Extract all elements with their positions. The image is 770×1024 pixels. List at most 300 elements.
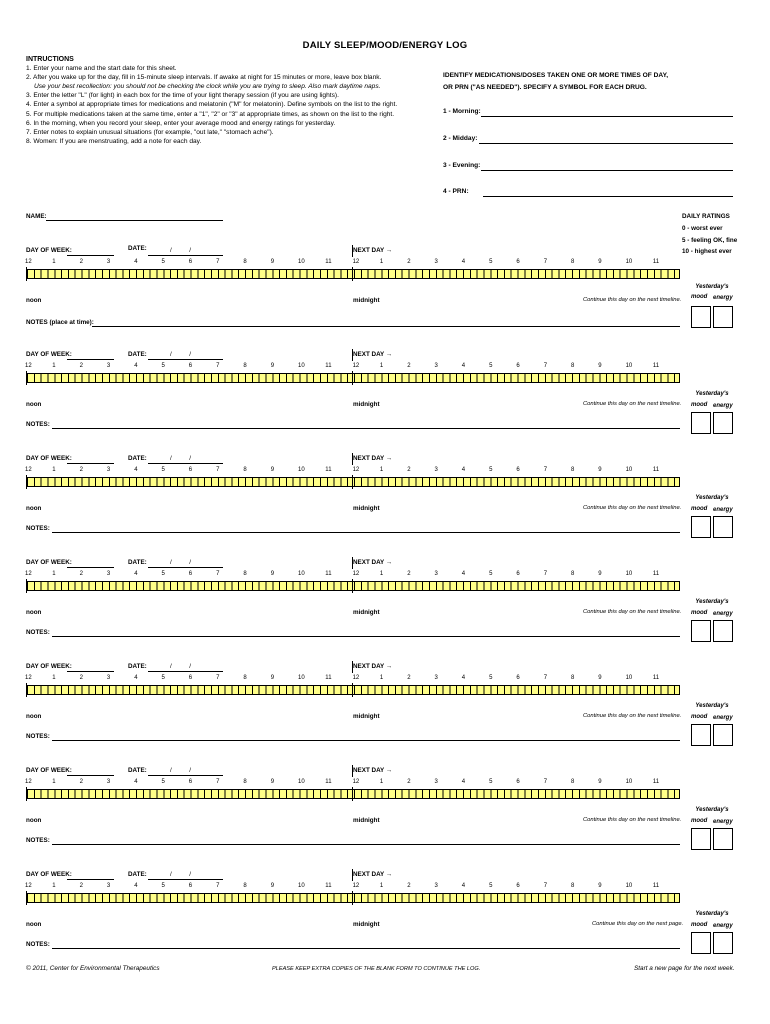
hour-tick-label: 8: [571, 363, 575, 369]
hour-tick-label: 3: [106, 883, 111, 889]
hour-tick-label: 7: [543, 363, 548, 369]
hour-tick-label: 10: [298, 259, 305, 265]
footer-note: PLEASE KEEP EXTRA COPIES OF THE BLANK FORM TO CONTINUE THE LOG.: [272, 966, 481, 972]
hour-tick-label: 3: [106, 779, 111, 785]
hour-tick-label: 10: [298, 883, 305, 889]
notes-label: NOTES:: [26, 421, 50, 428]
midnight-label: midnight: [353, 609, 380, 616]
hour-tick-label: 6: [516, 467, 520, 473]
hour-tick-label: 5: [489, 675, 493, 681]
mood-rating-box[interactable]: [691, 724, 711, 746]
date-field[interactable]: [148, 359, 223, 360]
hour-ticks: [0, 467, 700, 475]
day-of-week-field[interactable]: [67, 567, 114, 568]
hour-tick-label: 10: [625, 571, 633, 577]
hour-tick-label: 3: [434, 259, 438, 265]
continue-note: Continue this day on the next timeline.: [583, 297, 682, 303]
timeline-midnight-marker: [352, 891, 353, 905]
hour-tick-label: 6: [188, 571, 193, 577]
hour-tick-label: 8: [571, 779, 575, 785]
hour-tick-label: 3: [434, 883, 438, 889]
hour-tick-label: 2: [79, 259, 83, 265]
date-field[interactable]: [148, 775, 223, 776]
hour-tick-label: 4: [134, 363, 138, 369]
hour-tick-label: 8: [243, 675, 247, 681]
hour-tick-label: 4: [461, 779, 466, 785]
next-day-label: NEXT DAY →: [353, 663, 393, 670]
hour-tick-label: 9: [598, 883, 602, 889]
hour-tick-label: 1: [52, 467, 56, 473]
yesterdays-label: Yesterday's: [695, 391, 729, 397]
med-field-midday[interactable]: [479, 143, 733, 144]
day-block: [0, 453, 770, 557]
hour-tick-label: 12: [25, 779, 32, 785]
hour-tick-label: 6: [188, 363, 193, 369]
hour-tick-label: 3: [434, 571, 438, 577]
day-of-week-label: DAY OF WEEK:: [26, 663, 72, 670]
mood-rating-box[interactable]: [691, 932, 711, 954]
day-of-week-field[interactable]: [67, 879, 114, 880]
day-of-week-field[interactable]: [67, 775, 114, 776]
next-day-label: NEXT DAY →: [353, 247, 393, 254]
instructions: [26, 55, 421, 146]
hour-tick-label: 9: [598, 467, 602, 473]
hour-tick-label: 7: [216, 571, 220, 577]
next-day-label: NEXT DAY →: [353, 455, 393, 462]
date-field[interactable]: [148, 879, 223, 880]
hour-tick-label: 3: [106, 571, 111, 577]
notes-field[interactable]: [52, 740, 680, 741]
hour-tick-label: 6: [188, 675, 193, 681]
hour-tick-label: 3: [434, 363, 438, 369]
noon-label: noon: [26, 609, 42, 616]
daily-ratings-line: 0 - worst ever: [682, 224, 723, 232]
continue-note: Continue this day on the next timeline.: [583, 505, 682, 511]
hour-tick-label: 10: [625, 675, 633, 681]
midnight-label: midnight: [353, 817, 380, 824]
hour-tick-label: 6: [516, 363, 520, 369]
hour-tick-label: 9: [598, 571, 602, 577]
hour-tick-label: 3: [106, 363, 111, 369]
day-block: [0, 557, 770, 661]
date-label: DATE:: [128, 559, 147, 566]
hour-ticks: [0, 259, 700, 267]
continue-note: Continue this day on the next timeline.: [583, 817, 682, 823]
notes-field[interactable]: [52, 844, 680, 845]
day-of-week-label: DAY OF WEEK:: [26, 247, 72, 254]
noon-label: noon: [26, 297, 42, 304]
notes-label: NOTES:: [26, 837, 50, 844]
hour-tick-label: 6: [188, 259, 193, 265]
continue-note: Continue this day on the next timeline.: [583, 401, 682, 407]
midnight-label: midnight: [353, 401, 380, 408]
energy-label: energy: [713, 295, 733, 301]
day-of-week-label: DAY OF WEEK:: [26, 455, 72, 462]
date-label: DATE:: [128, 767, 147, 774]
hour-tick-label: 11: [652, 883, 660, 889]
date-field[interactable]: [148, 255, 223, 256]
hour-tick-label: 6: [188, 883, 193, 889]
hour-tick-label: 9: [270, 467, 275, 473]
hour-tick-label: 1: [379, 259, 384, 265]
date-separators: / /: [170, 559, 191, 566]
date-separators: / /: [170, 871, 191, 878]
divider: [352, 661, 353, 673]
hour-tick-label: 12: [25, 259, 32, 265]
hour-tick-label: 9: [598, 779, 602, 785]
hour-tick-label: 11: [652, 779, 660, 785]
sleep-timeline[interactable]: [26, 789, 680, 799]
hour-tick-label: 11: [652, 571, 660, 577]
day-block: [0, 765, 770, 869]
instruction-item: 5. For multiple medications taken at the same time, enter a "1", "2" or "3" at appropriate times, as shown on the list to the right.: [26, 110, 395, 118]
hour-tick-label: 7: [216, 883, 220, 889]
day-block: [0, 245, 770, 349]
hour-tick-label: 3: [434, 467, 438, 473]
daily-ratings-line: 10 - highest ever: [682, 248, 732, 256]
footer-copyright: © 2011, Center for Environmental Therapeutics: [26, 965, 160, 972]
hour-tick-label: 5: [489, 779, 493, 785]
day-block: [0, 349, 770, 453]
hour-tick-label: 8: [571, 675, 575, 681]
hour-tick-label: 10: [625, 883, 633, 889]
sleep-timeline[interactable]: [26, 581, 680, 591]
hour-tick-label: 7: [543, 259, 548, 265]
hour-tick-label: 11: [652, 675, 660, 681]
hour-tick-label: 11: [325, 571, 332, 577]
date-field[interactable]: [148, 463, 223, 464]
mood-rating-box[interactable]: [691, 306, 711, 328]
hour-tick-label: 2: [79, 675, 83, 681]
sleep-timeline[interactable]: [26, 893, 680, 903]
date-field[interactable]: [148, 671, 223, 672]
mood-label: mood: [691, 714, 708, 720]
name-field[interactable]: [46, 220, 223, 221]
hour-tick-label: 9: [270, 259, 275, 265]
hour-tick-label: 4: [461, 883, 466, 889]
hour-tick-label: 7: [543, 779, 548, 785]
hour-tick-label: 5: [161, 675, 165, 681]
hour-tick-label: 4: [134, 259, 138, 265]
divider: [352, 765, 353, 777]
mood-label: mood: [691, 922, 708, 928]
med-field-prn[interactable]: [483, 196, 733, 197]
day-block: [0, 661, 770, 765]
day-of-week-label: DAY OF WEEK:: [26, 351, 72, 358]
energy-label: energy: [713, 715, 733, 721]
mood-label: mood: [691, 402, 708, 408]
hour-tick-label: 10: [625, 467, 633, 473]
hour-tick-label: 1: [379, 675, 384, 681]
hour-tick-label: 12: [352, 675, 360, 681]
continue-note: Continue this day on the next timeline.: [583, 609, 682, 615]
timeline-start-marker: [26, 579, 27, 593]
yesterdays-label: Yesterday's: [695, 495, 729, 501]
sleep-timeline[interactable]: [26, 477, 680, 487]
mood-label: mood: [691, 294, 708, 300]
timeline-midnight-marker: [352, 683, 353, 697]
hour-tick-label: 6: [516, 675, 520, 681]
hour-tick-label: 2: [79, 467, 83, 473]
hour-tick-label: 4: [134, 675, 138, 681]
hour-tick-label: 4: [461, 571, 466, 577]
next-day-label: NEXT DAY →: [353, 559, 393, 566]
hour-tick-label: 1: [52, 571, 56, 577]
date-label: DATE:: [128, 245, 147, 252]
yesterdays-label: Yesterday's: [695, 807, 729, 813]
hour-tick-label: 5: [161, 259, 165, 265]
timeline-start-marker: [26, 683, 27, 697]
timeline-start-marker: [26, 371, 27, 385]
mood-rating-box[interactable]: [691, 828, 711, 850]
date-separators: / /: [170, 767, 191, 774]
hour-tick-label: 3: [106, 675, 111, 681]
mood-label: mood: [691, 818, 708, 824]
hour-tick-label: 12: [352, 779, 360, 785]
notes-label: NOTES:: [26, 941, 50, 948]
hour-tick-label: 4: [461, 675, 466, 681]
med-label-midday: 2 - Midday:: [443, 135, 478, 142]
hour-tick-label: 1: [379, 571, 384, 577]
date-label: DATE:: [128, 663, 147, 670]
hour-tick-label: 10: [298, 675, 305, 681]
date-label: DATE:: [128, 455, 147, 462]
hour-tick-label: 12: [352, 363, 360, 369]
divider: [352, 349, 353, 361]
medications-section: [443, 70, 743, 195]
hour-tick-label: 12: [25, 675, 32, 681]
hour-tick-label: 10: [625, 259, 633, 265]
hour-tick-label: 6: [516, 259, 520, 265]
date-field[interactable]: [148, 567, 223, 568]
notes-field[interactable]: [92, 326, 680, 327]
hour-tick-label: 1: [379, 467, 384, 473]
hour-tick-label: 8: [571, 883, 575, 889]
noon-label: noon: [26, 505, 42, 512]
day-of-week-field[interactable]: [67, 359, 114, 360]
notes-field[interactable]: [52, 428, 680, 429]
hour-ticks: [0, 363, 700, 371]
hour-ticks: [0, 571, 700, 579]
date-label: DATE:: [128, 871, 147, 878]
hour-tick-label: 8: [243, 883, 247, 889]
hour-tick-label: 12: [25, 363, 32, 369]
hour-tick-label: 4: [134, 467, 138, 473]
notes-field[interactable]: [52, 948, 680, 949]
instruction-item: 1. Enter your name and the start date for this sheet.: [26, 65, 177, 73]
hour-tick-label: 1: [52, 259, 56, 265]
date-separators: / /: [170, 663, 191, 670]
hour-tick-label: 8: [243, 779, 247, 785]
timeline-midnight-marker: [352, 579, 353, 593]
hour-tick-label: 11: [325, 363, 332, 369]
hour-tick-label: 3: [106, 259, 111, 265]
next-day-label: NEXT DAY →: [353, 351, 393, 358]
hour-tick-label: 11: [325, 883, 332, 889]
yesterdays-label: Yesterday's: [695, 599, 729, 605]
sleep-timeline[interactable]: [26, 269, 680, 279]
energy-rating-box[interactable]: [713, 516, 733, 538]
timeline-start-marker: [26, 891, 27, 905]
sleep-timeline[interactable]: [26, 373, 680, 383]
hour-tick-label: 2: [407, 571, 411, 577]
divider: [352, 453, 353, 465]
hour-tick-label: 4: [134, 571, 138, 577]
hour-tick-label: 11: [325, 675, 332, 681]
mood-label: mood: [691, 506, 708, 512]
instruction-item: 8. Women: If you are menstruating, add a note for each day.: [26, 137, 202, 145]
hour-tick-label: 12: [352, 467, 360, 473]
hour-tick-label: 9: [270, 883, 275, 889]
instruction-item: 6. In the morning, when you record your sleep, enter your average mood and energy ratings for yesterday.: [26, 119, 336, 127]
noon-label: noon: [26, 713, 42, 720]
hour-tick-label: 5: [489, 259, 493, 265]
hour-tick-label: 7: [216, 259, 220, 265]
hour-tick-label: 9: [270, 675, 275, 681]
hour-tick-label: 9: [270, 363, 275, 369]
energy-label: energy: [713, 819, 733, 825]
continue-note: Continue this day on the next timeline.: [583, 713, 682, 719]
energy-rating-box[interactable]: [713, 828, 733, 850]
divider: [352, 557, 353, 569]
yesterdays-label: Yesterday's: [695, 911, 729, 917]
daily-ratings-heading: DAILY RATINGS: [682, 213, 730, 220]
hour-tick-label: 2: [79, 363, 83, 369]
mood-rating-box[interactable]: [691, 412, 711, 434]
day-of-week-field[interactable]: [67, 255, 114, 256]
timeline-midnight-marker: [352, 267, 353, 281]
energy-label: energy: [713, 611, 733, 617]
hour-tick-label: 2: [79, 779, 83, 785]
hour-tick-label: 6: [516, 571, 520, 577]
date-separators: / /: [170, 455, 191, 462]
timeline-midnight-marker: [352, 475, 353, 489]
hour-tick-label: 3: [434, 675, 438, 681]
energy-label: energy: [713, 923, 733, 929]
notes-field[interactable]: [52, 636, 680, 637]
noon-label: noon: [26, 817, 42, 824]
day-of-week-field[interactable]: [67, 671, 114, 672]
energy-rating-box[interactable]: [713, 932, 733, 954]
instructions-heading: INTRUCTIONS: [26, 56, 74, 63]
hour-tick-label: 7: [216, 363, 220, 369]
notes-field[interactable]: [52, 532, 680, 533]
hour-tick-label: 1: [52, 883, 56, 889]
hour-tick-label: 2: [407, 363, 411, 369]
hour-tick-label: 9: [270, 571, 275, 577]
midnight-label: midnight: [353, 505, 380, 512]
instruction-item: Use your best recollection: you should not be checking the clock while you are trying to sleep. Also mark daytime naps.: [34, 83, 381, 91]
mood-rating-box[interactable]: [691, 620, 711, 642]
hour-tick-label: 6: [188, 779, 193, 785]
hour-tick-label: 12: [352, 259, 360, 265]
notes-label: NOTES:: [26, 629, 50, 636]
day-of-week-field[interactable]: [67, 463, 114, 464]
hour-tick-label: 2: [407, 779, 411, 785]
timeline-midnight-marker: [352, 787, 353, 801]
hour-tick-label: 12: [352, 883, 360, 889]
timeline-start-marker: [26, 787, 27, 801]
notes-label: NOTES (place at time):: [26, 319, 94, 326]
next-day-label: NEXT DAY →: [353, 871, 393, 878]
hour-tick-label: 3: [434, 779, 438, 785]
hour-tick-label: 11: [325, 467, 332, 473]
hour-tick-label: 2: [79, 883, 83, 889]
hour-tick-label: 6: [516, 883, 520, 889]
mood-label: mood: [691, 610, 708, 616]
energy-rating-box[interactable]: [713, 412, 733, 434]
hour-tick-label: 4: [461, 363, 466, 369]
hour-tick-label: 1: [52, 363, 56, 369]
medications-heading: OR PRN ("AS NEEDED"). SPECIFY A SYMBOL FOR EACH DRUG.: [443, 84, 647, 91]
hour-tick-label: 9: [598, 363, 602, 369]
hour-tick-label: 11: [652, 363, 660, 369]
hour-tick-label: 8: [243, 467, 247, 473]
hour-tick-label: 12: [25, 883, 32, 889]
med-field-morning[interactable]: [481, 116, 733, 117]
hour-tick-label: 4: [134, 779, 138, 785]
hour-tick-label: 6: [188, 467, 193, 473]
hour-tick-label: 12: [25, 467, 32, 473]
hour-tick-label: 5: [489, 467, 493, 473]
energy-rating-box[interactable]: [713, 306, 733, 328]
hour-tick-label: 5: [161, 779, 165, 785]
hour-tick-label: 7: [543, 467, 548, 473]
next-day-label: NEXT DAY →: [353, 767, 393, 774]
noon-label: noon: [26, 401, 42, 408]
med-field-evening[interactable]: [481, 170, 733, 171]
hour-tick-label: 7: [543, 571, 548, 577]
timeline-midnight-marker: [352, 371, 353, 385]
instruction-item: 4. Enter a symbol at appropriate times for medications and melatonin ("M" for melatonin). Define symbols on the list to the right.: [26, 101, 398, 109]
hour-tick-label: 5: [161, 571, 165, 577]
med-label-prn: 4 - PRN:: [443, 188, 469, 195]
energy-rating-box[interactable]: [713, 724, 733, 746]
hour-tick-label: 5: [489, 363, 493, 369]
med-label-morning: 1 - Morning:: [443, 108, 481, 115]
hour-tick-label: 8: [243, 363, 247, 369]
hour-tick-label: 8: [571, 571, 575, 577]
hour-tick-label: 1: [379, 363, 384, 369]
hour-tick-label: 4: [461, 467, 466, 473]
day-of-week-label: DAY OF WEEK:: [26, 559, 72, 566]
hour-tick-label: 5: [489, 883, 493, 889]
energy-rating-box[interactable]: [713, 620, 733, 642]
day-of-week-label: DAY OF WEEK:: [26, 767, 72, 774]
hour-tick-label: 1: [52, 675, 56, 681]
hour-tick-label: 7: [543, 883, 548, 889]
noon-label: noon: [26, 921, 42, 928]
hour-tick-label: 11: [652, 467, 660, 473]
hour-tick-label: 3: [106, 467, 111, 473]
hour-tick-label: 5: [161, 883, 165, 889]
divider: [352, 869, 353, 881]
hour-tick-label: 4: [461, 259, 466, 265]
hour-tick-label: 4: [134, 883, 138, 889]
yesterdays-label: Yesterday's: [695, 284, 729, 290]
hour-ticks: [0, 883, 700, 891]
hour-tick-label: 7: [216, 675, 220, 681]
mood-rating-box[interactable]: [691, 516, 711, 538]
hour-tick-label: 7: [216, 467, 220, 473]
timeline-start-marker: [26, 267, 27, 281]
sleep-timeline[interactable]: [26, 685, 680, 695]
yesterdays-label: Yesterday's: [695, 703, 729, 709]
hour-tick-label: 2: [407, 675, 411, 681]
continue-note: Continue this day on the next page.: [592, 921, 684, 927]
date-label: DATE:: [128, 351, 147, 358]
hour-tick-label: 8: [571, 467, 575, 473]
